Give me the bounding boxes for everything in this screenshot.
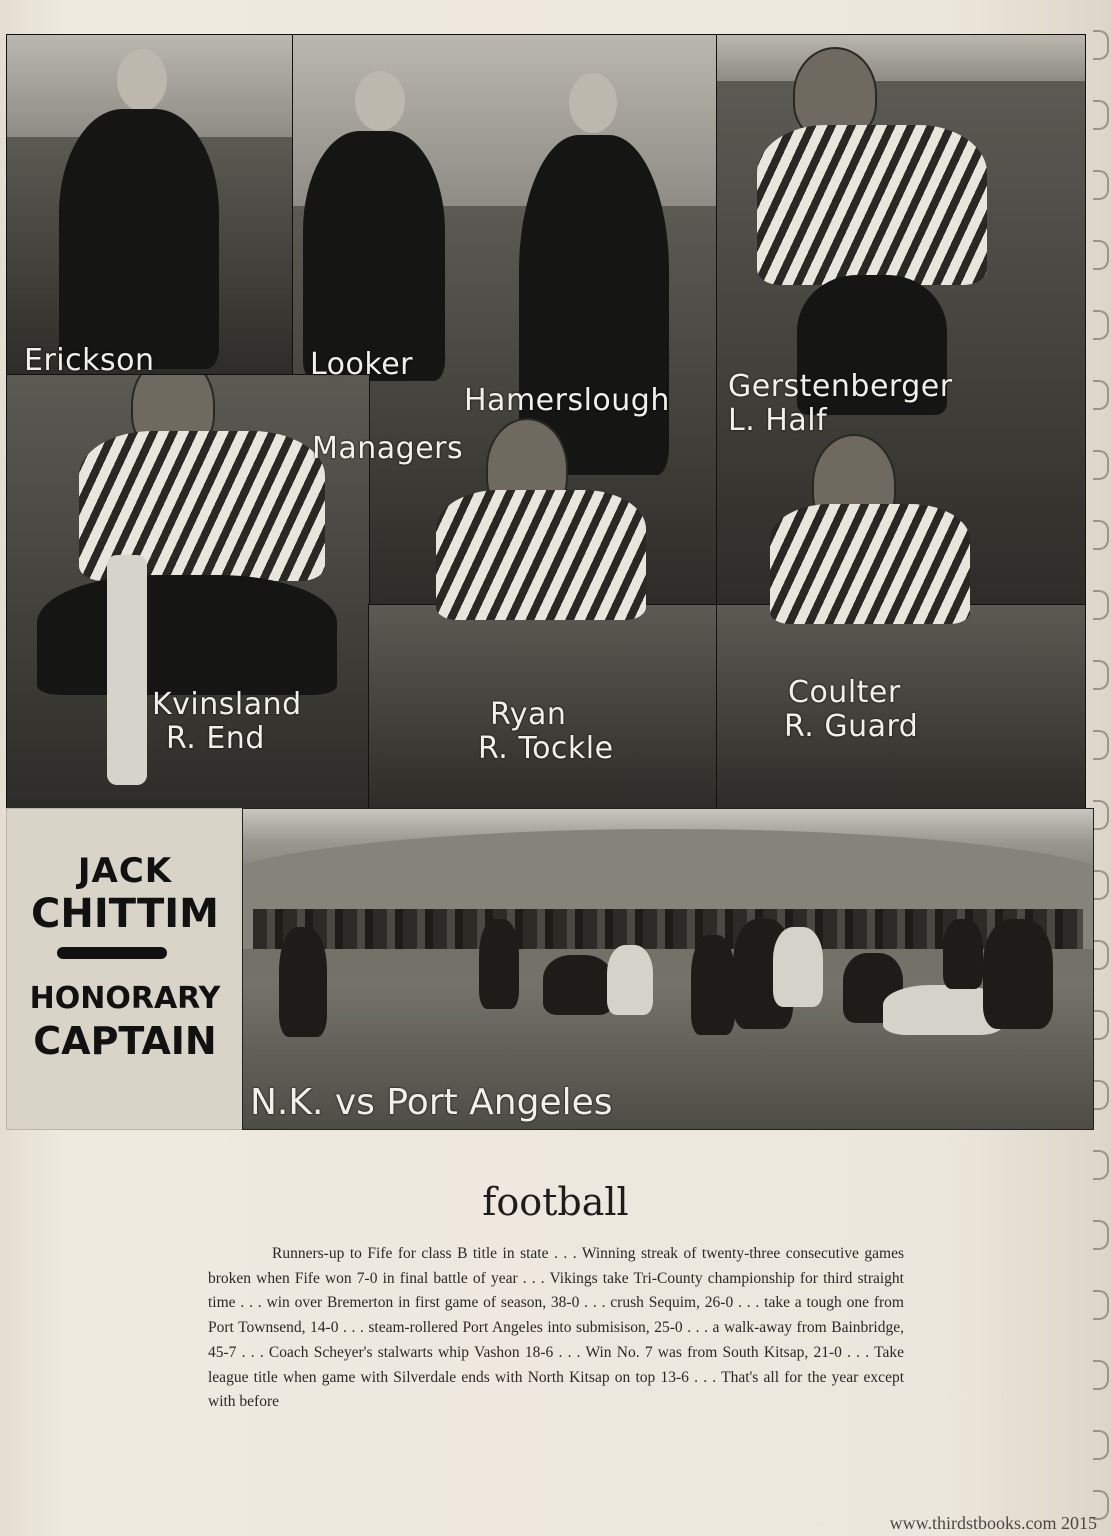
honor-title-line1: HONORARY bbox=[29, 981, 221, 1016]
caption-managers: Managers bbox=[312, 431, 464, 466]
ryan-name: Ryan bbox=[490, 697, 567, 732]
article-body: Runners-up to Fife for class B title in state . . . Winning streak of twenty-three consecutive games broken when Fife won 7-0 in final battle of year . . . Vikings take Tri-County championship for third straight time . . . win over Bremerton in first game of season, 38-0 . . . crush Sequim, 26-0 . . . take a tough one from Port Townsend, 14-0 . . . steam-rollered Port Angeles into submisison, 25-0 . . . a walk-away from Bainbridge, 45-7 . . . Coach Scheyer's stalwarts whip Vashon 18-6 . . . Win No. 7 was from South Kitsap, 21-0 . . . Take league title when game with Silverdale ends with North Kitsap on top 13-6 . . . That's all for the year except with before bbox=[208, 1245, 904, 1411]
photo-collage bbox=[6, 34, 1084, 808]
article-title: football bbox=[482, 1180, 629, 1224]
honorary-captain-panel bbox=[6, 808, 244, 1130]
coulter-name: Coulter bbox=[788, 675, 901, 710]
caption-hamerslough: Hamerslough bbox=[464, 383, 670, 418]
ryan-jersey bbox=[436, 490, 646, 620]
watermark: www.thirdstbooks.com 2015 bbox=[889, 1513, 1097, 1533]
photo-erickson bbox=[6, 34, 294, 376]
kvinsland-position: R. End bbox=[166, 721, 265, 756]
spiral-binding bbox=[1093, 0, 1111, 1536]
ryan-position: R. Tockle bbox=[478, 731, 614, 766]
caption-erickson: Erickson bbox=[24, 343, 155, 378]
honor-last-name: CHITTIM bbox=[31, 891, 219, 937]
game-photo-caption: N.K. vs Port Angeles bbox=[250, 1082, 613, 1123]
caption-coulter bbox=[784, 675, 919, 744]
coulter-jersey bbox=[770, 504, 970, 624]
kvinsland-name: Kvinsland bbox=[152, 687, 302, 722]
caption-looker: Looker bbox=[310, 347, 413, 382]
caption-kvinsland bbox=[152, 688, 302, 756]
coulter-position: R. Guard bbox=[784, 709, 919, 744]
honor-first-name: JACK bbox=[77, 851, 173, 891]
honor-title-line2: CAPTAIN bbox=[33, 1019, 217, 1063]
honor-dash bbox=[57, 947, 167, 959]
gerstenberger-position: L. Half bbox=[728, 403, 828, 438]
caption-ryan bbox=[478, 697, 614, 766]
gerstenberger-name: Gerstenberger bbox=[728, 369, 953, 404]
caption-gerstenberger bbox=[728, 370, 953, 438]
